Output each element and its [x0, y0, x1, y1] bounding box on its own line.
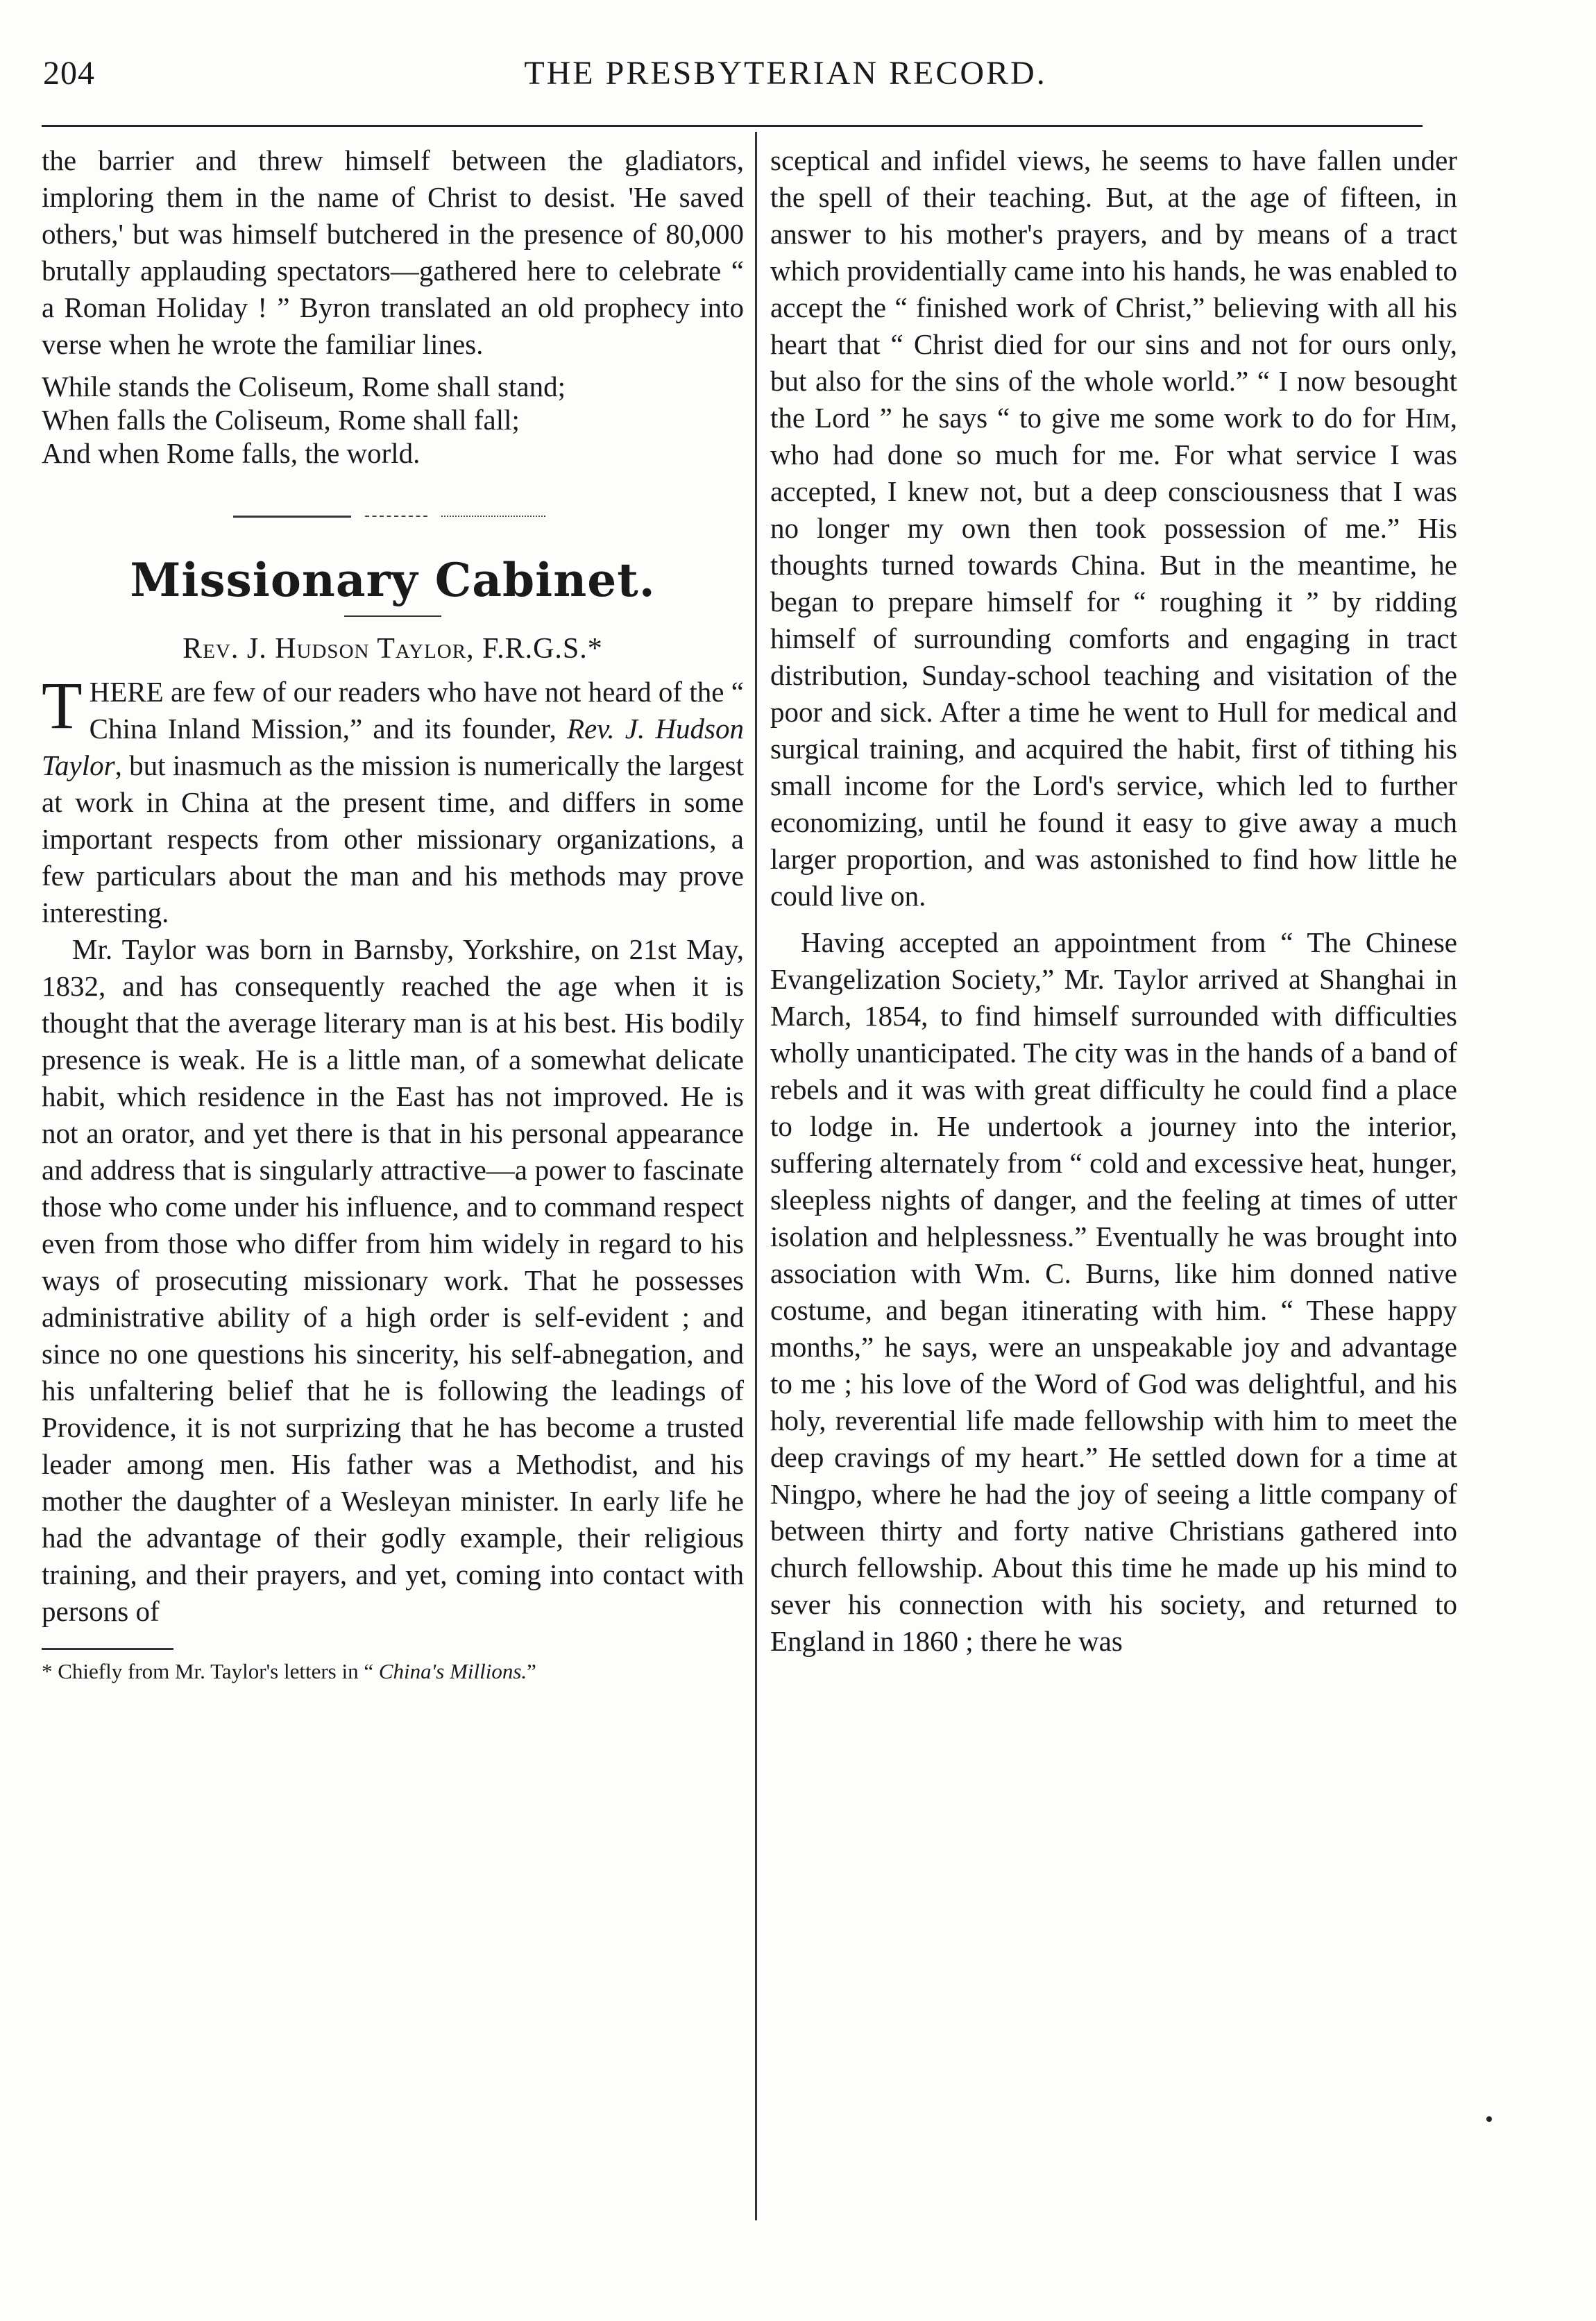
paragraph-text: , who had done so much for me. For what service I was accepted, I knew not, but a deep consciousness that I was no longer my own then took possession of me.” His thoughts turned towards China. But in the meantime, he began to prepare himself for “ roughing it ” by ridding himself of surrounding comforts and engaging in tract distribution, Sunday-school teaching and visitation of the poor and sick. After a time he went to Hull for medical and surgical training, and acquired the habit, first of tithing his small income for the Lord's service, which led to further economizing, until he found it easy to give away a much larger proportion, and was astonished to find how little he could live on.	[770, 402, 1457, 912]
right-column	[770, 142, 1457, 1660]
verse-line: When falls the Coliseum, Rome shall fall;	[42, 404, 520, 436]
page-header	[43, 54, 1424, 103]
him-smallcaps: Him	[1404, 402, 1450, 434]
left-column	[42, 142, 744, 1685]
footnote-text: * Chiefly from Mr. Taylor's letters in “	[42, 1659, 379, 1683]
section-title: Missionary Cabinet.	[130, 553, 656, 607]
page-number: 204	[43, 55, 95, 92]
article-paragraph: Mr. Taylor was born in Barnsby, Yorkshire, on 21st May, 1832, and has consequently reached the age when it is thought that the average literary man is at his best. His bodily presence is weak. He is a little man, of a somewhat delicate habit, which residence in the East has not improved. He is not an orator, and yet there is that in his personal appearance and address that is singularly attractive—a power to fascinate those who come under his influence, and to command respect even from those who differ from him widely in regard to his ways of prosecuting missionary work. That he possesses administrative ability of a high order is self-evident ; and since no one questions his sincerity, his self-abnegation, and his unfaltering belief that he is following the leadings of Providence, it is not surprizing that he has become a trusted leader among men. His father was a Methodist, and his mother the daughter of a Wesleyan minister. In early life he had the advantage of their godly example, their religious training, and their prayers, and yet, coming into contact with persons of	[42, 933, 744, 1627]
verse-line: While stands the Coliseum, Rome shall stand;	[42, 371, 566, 402]
section-ornament	[233, 511, 552, 521]
running-title: THE PRESBYTERIAN RECORD.	[524, 55, 1047, 92]
footnote	[42, 1658, 744, 1685]
verse-quote	[42, 370, 744, 470]
article-paragraph: Having accepted an appointment from “ The Chinese Evangelization Society,” Mr. Taylor arrived at Shanghai in March, 1854, to find himself surrounded with difficulties wholly unanticipated. The city was in the hands of a band of rebels and it was with great difficulty he could find a place to lodge in. He undertook a journey into the interior, suffering alternately from “ cold and excessive heat, hunger, sleepless nights of danger, and the feeling at times of utter isolation and helplessness.” Eventually he was brought into association with Wm. C. Burns, like him donned native costume, and began itinerating with him. “ These happy months,” he says, were an unspeakable joy and advantage to me ; his love of the Word of God was delightful, and his holy, reverential life made fellowship with him to meet the deep cravings of my heart.” He settled down for a time at Ningpo, where he had the joy of seeing a little company of between thirty and forty native Christians gathered into church fellowship. About this time he made up his mind to sever his connection with his society, and returned to England in 1860 ; there he was	[770, 926, 1457, 1657]
footnote-source: China's Millions.	[378, 1659, 527, 1683]
title-rule	[344, 615, 441, 617]
verse-line: And when Rome falls, the world.	[42, 437, 421, 469]
header-rule	[42, 125, 1423, 127]
intro-paragraph: the barrier and threw himself between the gladiators, imploring them in the name of Christ to desist. 'He saved others,' but was himself butchered in the presence of 80,000 brutally applauding spectators—gathered here to celebrate “ a Roman Holiday ! ” Byron translated an old prophecy into verse when he wrote the familiar lines.	[42, 144, 744, 360]
footnote-rule	[42, 1648, 173, 1650]
paragraph-text: sceptical and infidel views, he seems to have fallen under the spell of their teaching. But, at the age of fifteen, in answer to his mother's prayers, and by means of a tract which providentially came into his hands, he was enabled to accept the “ finished work of Christ,” believing with all his heart that “ Christ died for our sins and not for ours only, but also for the sins of the whole world.” “ I now besought the Lord ” he says “ to give me some work to do for	[770, 144, 1457, 434]
column-divider	[755, 132, 757, 2220]
footnote-text: ”	[527, 1659, 536, 1683]
paragraph-text: , but inasmuch as the mission is numerically the largest at work in China at the present time, and differs in some important respects from other missionary organizations, a few particulars about the man and his methods may prove interesting.	[42, 749, 744, 928]
paragraph-text: HERE are few of our readers who have not heard of the “ China Inland Mission,” and its founder,	[89, 676, 744, 745]
print-speck	[1486, 2116, 1492, 2122]
article-paragraph	[42, 668, 744, 931]
founder-name: Rev. J. Hudson Taylor	[42, 713, 744, 781]
article-paragraph	[770, 142, 1457, 915]
article-byline: Rev. J. Hudson Taylor, F.R.G.S.*	[182, 633, 603, 665]
drop-cap: T	[42, 668, 83, 742]
